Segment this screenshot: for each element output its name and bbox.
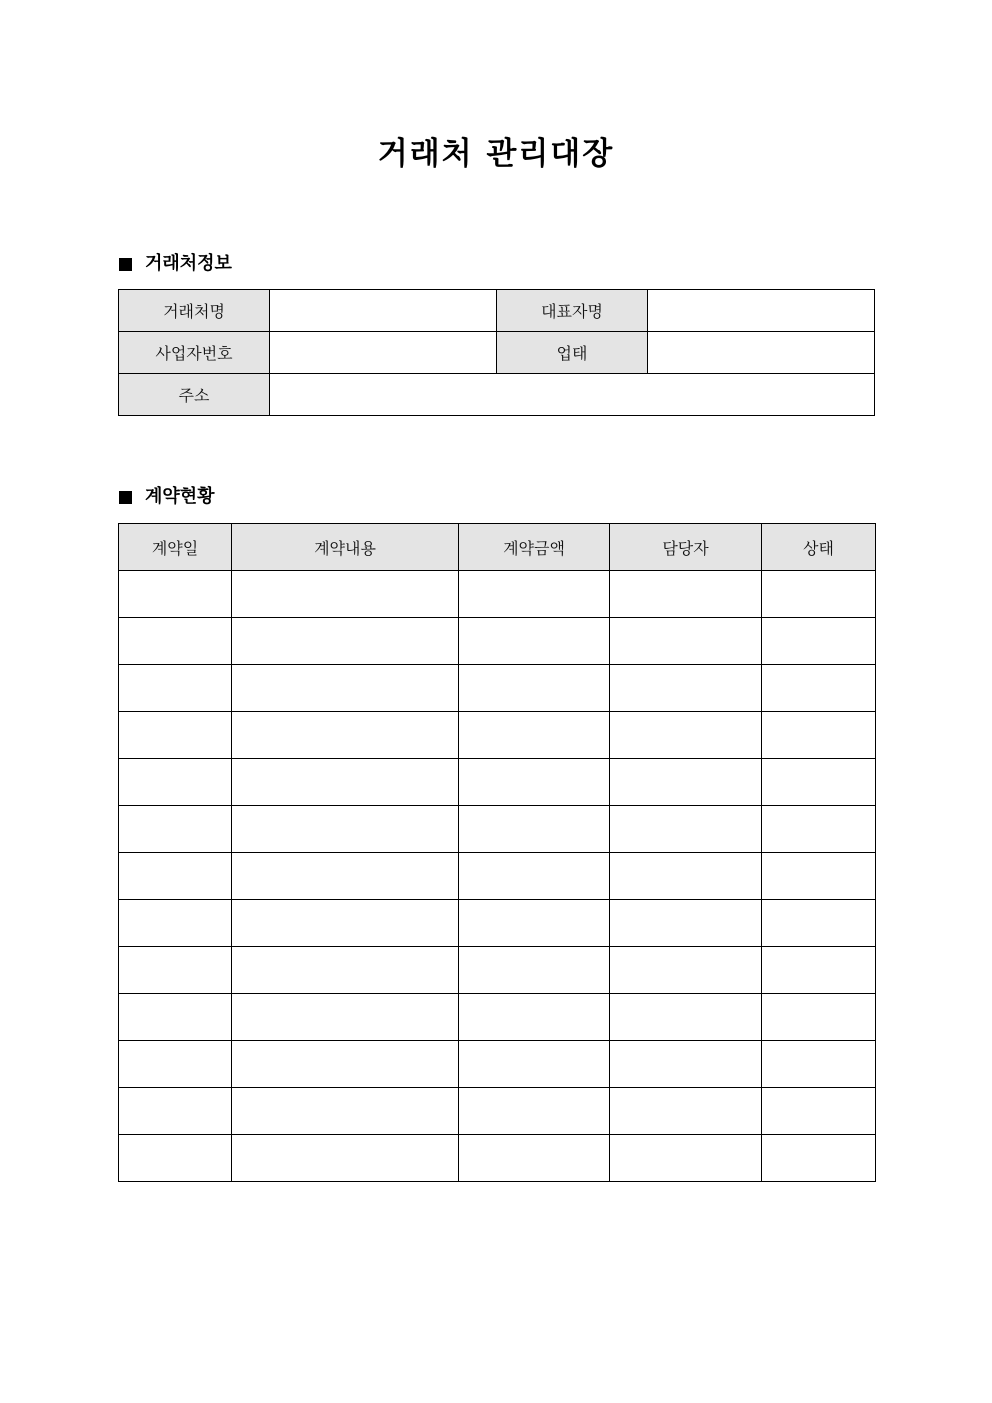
manager-cell[interactable] xyxy=(610,571,762,618)
status-cell[interactable] xyxy=(762,806,876,853)
contract-date-cell[interactable] xyxy=(119,618,232,665)
status-cell[interactable] xyxy=(762,900,876,947)
representative-label: 대표자명 xyxy=(497,290,648,332)
column-header-contract-details: 계약내용 xyxy=(232,524,459,571)
contract-date-cell[interactable] xyxy=(119,994,232,1041)
contract-details-cell[interactable] xyxy=(232,1088,459,1135)
contract-details-cell[interactable] xyxy=(232,712,459,759)
manager-cell[interactable] xyxy=(610,1041,762,1088)
contracts-heading-text: 계약현황 xyxy=(145,486,215,507)
business-type-field[interactable] xyxy=(648,332,875,374)
table-row xyxy=(119,1088,876,1135)
manager-cell[interactable] xyxy=(610,947,762,994)
manager-cell[interactable] xyxy=(610,900,762,947)
table-row xyxy=(119,712,876,759)
address-field[interactable] xyxy=(270,374,875,416)
status-cell[interactable] xyxy=(762,759,876,806)
column-header-manager: 담당자 xyxy=(610,524,762,571)
contract-details-cell[interactable] xyxy=(232,853,459,900)
contract-amount-cell[interactable] xyxy=(459,1041,610,1088)
status-cell[interactable] xyxy=(762,853,876,900)
contract-details-cell[interactable] xyxy=(232,1041,459,1088)
contract-details-cell[interactable] xyxy=(232,665,459,712)
status-cell[interactable] xyxy=(762,1135,876,1182)
contract-details-cell[interactable] xyxy=(232,900,459,947)
manager-cell[interactable] xyxy=(610,1088,762,1135)
manager-cell[interactable] xyxy=(610,853,762,900)
square-bullet-icon xyxy=(119,491,132,504)
status-cell[interactable] xyxy=(762,1041,876,1088)
contract-amount-cell[interactable] xyxy=(459,947,610,994)
contract-date-cell[interactable] xyxy=(119,712,232,759)
table-row xyxy=(119,571,876,618)
status-cell[interactable] xyxy=(762,947,876,994)
table-row xyxy=(119,900,876,947)
column-header-contract-date: 계약일 xyxy=(119,524,232,571)
table-row xyxy=(119,1135,876,1182)
contract-details-cell[interactable] xyxy=(232,806,459,853)
status-cell[interactable] xyxy=(762,994,876,1041)
contract-amount-cell[interactable] xyxy=(459,618,610,665)
column-header-status: 상태 xyxy=(762,524,876,571)
table-row xyxy=(119,806,876,853)
contract-amount-cell[interactable] xyxy=(459,853,610,900)
contracts-table xyxy=(118,523,876,1182)
table-row xyxy=(119,853,876,900)
contract-date-cell[interactable] xyxy=(119,571,232,618)
contract-amount-cell[interactable] xyxy=(459,900,610,947)
table-row xyxy=(119,665,876,712)
table-row xyxy=(119,994,876,1041)
square-bullet-icon xyxy=(119,258,132,271)
contract-date-cell[interactable] xyxy=(119,806,232,853)
business-number-label: 사업자번호 xyxy=(119,332,270,374)
contract-date-cell[interactable] xyxy=(119,1088,232,1135)
table-row xyxy=(119,759,876,806)
contract-details-cell[interactable] xyxy=(232,994,459,1041)
status-cell[interactable] xyxy=(762,712,876,759)
status-cell[interactable] xyxy=(762,618,876,665)
contract-amount-cell[interactable] xyxy=(459,994,610,1041)
client-info-table xyxy=(118,289,875,416)
manager-cell[interactable] xyxy=(610,665,762,712)
contract-date-cell[interactable] xyxy=(119,665,232,712)
contract-amount-cell[interactable] xyxy=(459,571,610,618)
contracts-header-row xyxy=(119,524,876,571)
status-cell[interactable] xyxy=(762,571,876,618)
table-row xyxy=(119,1041,876,1088)
page-title: 거래처 관리대장 xyxy=(377,136,615,172)
client-info-heading-text: 거래처정보 xyxy=(145,253,232,274)
table-row xyxy=(119,618,876,665)
contracts-body xyxy=(119,571,876,1182)
representative-field[interactable] xyxy=(648,290,875,332)
contract-amount-cell[interactable] xyxy=(459,712,610,759)
client-name-field[interactable] xyxy=(270,290,497,332)
status-cell[interactable] xyxy=(762,665,876,712)
client-name-label: 거래처명 xyxy=(119,290,270,332)
contract-date-cell[interactable] xyxy=(119,1041,232,1088)
contract-details-cell[interactable] xyxy=(232,1135,459,1182)
address-label: 주소 xyxy=(119,374,270,416)
contract-date-cell[interactable] xyxy=(119,1135,232,1182)
contract-details-cell[interactable] xyxy=(232,947,459,994)
manager-cell[interactable] xyxy=(610,712,762,759)
contract-amount-cell[interactable] xyxy=(459,806,610,853)
client-info-row xyxy=(119,290,875,332)
contract-date-cell[interactable] xyxy=(119,853,232,900)
contract-date-cell[interactable] xyxy=(119,947,232,994)
contract-amount-cell[interactable] xyxy=(459,1135,610,1182)
contracts-heading xyxy=(119,484,215,510)
manager-cell[interactable] xyxy=(610,618,762,665)
table-row xyxy=(119,947,876,994)
contract-date-cell[interactable] xyxy=(119,900,232,947)
contract-details-cell[interactable] xyxy=(232,759,459,806)
business-number-field[interactable] xyxy=(270,332,497,374)
contract-amount-cell[interactable] xyxy=(459,665,610,712)
client-info-heading xyxy=(119,251,232,277)
manager-cell[interactable] xyxy=(610,1135,762,1182)
manager-cell[interactable] xyxy=(610,994,762,1041)
column-header-contract-amount: 계약금액 xyxy=(459,524,610,571)
client-info-row xyxy=(119,374,875,416)
contract-amount-cell[interactable] xyxy=(459,759,610,806)
business-type-label: 업태 xyxy=(497,332,648,374)
manager-cell[interactable] xyxy=(610,806,762,853)
manager-cell[interactable] xyxy=(610,759,762,806)
contract-date-cell[interactable] xyxy=(119,759,232,806)
contract-amount-cell[interactable] xyxy=(459,1088,610,1135)
contract-details-cell[interactable] xyxy=(232,618,459,665)
client-info-row xyxy=(119,332,875,374)
status-cell[interactable] xyxy=(762,1088,876,1135)
contract-details-cell[interactable] xyxy=(232,571,459,618)
